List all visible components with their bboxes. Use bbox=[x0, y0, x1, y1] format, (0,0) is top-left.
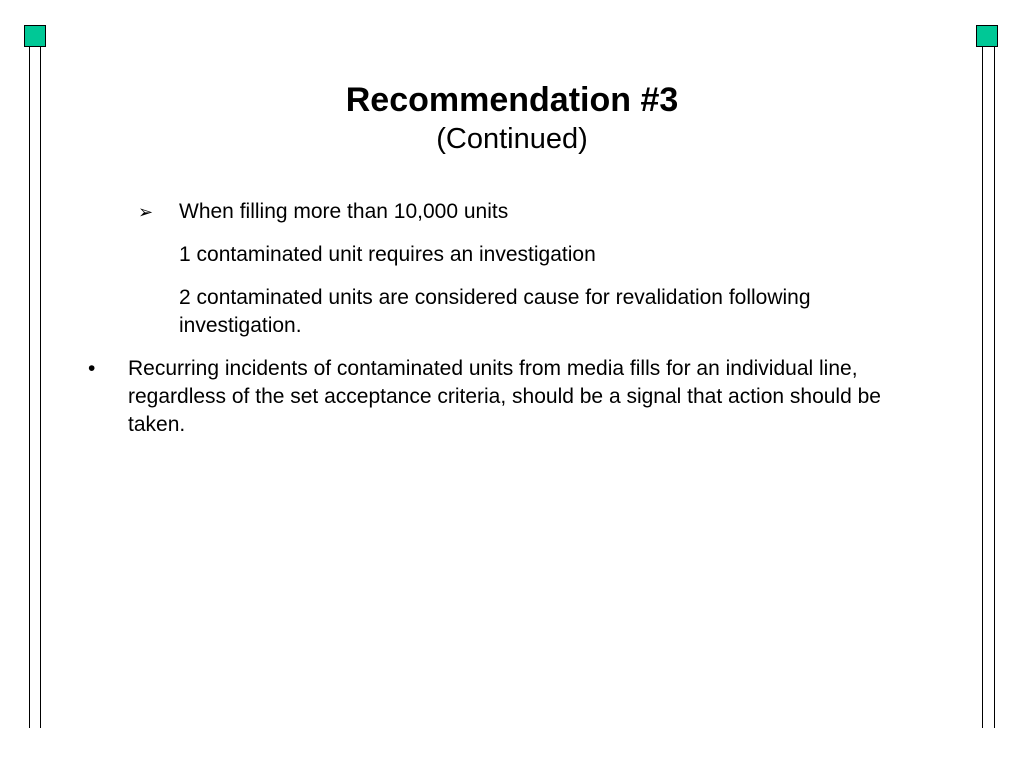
left-decor-square bbox=[24, 25, 46, 47]
bullet-dot-icon: • bbox=[88, 357, 96, 380]
main-item-recurring-incidents: Recurring incidents of contaminated units from media fills for an individual line, regardless of the set acceptance criteria, should be a signal that action should be taken. bbox=[128, 357, 881, 436]
slide-title: Recommendation #3 bbox=[345, 81, 679, 119]
right-decor-square bbox=[976, 25, 998, 47]
sub-item-two-units: 2 contaminated units are considered cause for revalidation following investigation. bbox=[179, 286, 811, 337]
sub-item-filling-threshold: When filling more than 10,000 units bbox=[179, 200, 509, 223]
arrow-bullet-icon: ➢ bbox=[138, 202, 154, 222]
sub-item-one-unit: 1 contaminated unit requires an investigation bbox=[179, 243, 596, 266]
slide-subtitle: (Continued) bbox=[436, 123, 588, 155]
